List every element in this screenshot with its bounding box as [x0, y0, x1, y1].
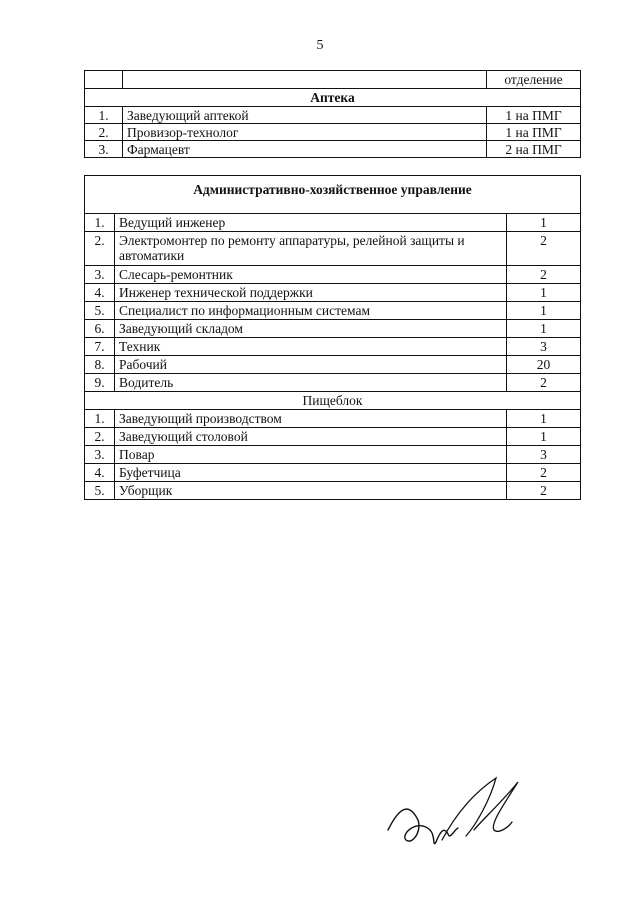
value-cell: отделение: [487, 71, 581, 89]
position-count: 1 на ПМГ: [487, 107, 581, 124]
row-number: 3.: [85, 446, 115, 464]
position-name: Водитель: [115, 374, 507, 392]
position-count: 2: [507, 232, 581, 266]
section-header-row: [85, 176, 581, 214]
table-row: [85, 320, 581, 338]
row-number: 1.: [85, 107, 123, 124]
position-count: 1 на ПМГ: [487, 124, 581, 141]
signature-icon: [378, 770, 528, 870]
position-name: Повар: [115, 446, 507, 464]
section-title-admin: Административно-хозяйственное управление: [85, 176, 581, 214]
position-name: Заведующий складом: [115, 320, 507, 338]
position-count: 2: [507, 464, 581, 482]
table-row: [85, 141, 581, 158]
table-row: [85, 71, 581, 89]
position-name: Заведующий аптекой: [123, 107, 487, 124]
page-number: 5: [316, 38, 324, 53]
row-number: 2.: [85, 428, 115, 446]
table-row: [85, 214, 581, 232]
position-name: Уборщик: [115, 482, 507, 500]
table-row: [85, 107, 581, 124]
position-count: 3: [507, 338, 581, 356]
row-number: 7.: [85, 338, 115, 356]
row-number: 8.: [85, 356, 115, 374]
position-count: 2: [507, 374, 581, 392]
row-number: 1.: [85, 410, 115, 428]
position-count: 1: [507, 214, 581, 232]
position-name: Электромонтер по ремонту аппаратуры, релейной защиты и автоматики: [115, 232, 507, 266]
row-number: 3.: [85, 266, 115, 284]
row-number: 6.: [85, 320, 115, 338]
table-row: [85, 232, 581, 266]
position-name: Ведущий инженер: [115, 214, 507, 232]
table-row: [85, 266, 581, 284]
table-row: [85, 124, 581, 141]
table-cell: [85, 71, 123, 89]
position-name: Слесарь-ремонтник: [115, 266, 507, 284]
row-number: 2.: [85, 232, 115, 266]
position-name: Провизор-технолог: [123, 124, 487, 141]
table-row: [85, 356, 581, 374]
position-count: 1: [507, 302, 581, 320]
table-row: [85, 284, 581, 302]
position-count: 2: [507, 482, 581, 500]
row-number: 1.: [85, 214, 115, 232]
row-number: 5.: [85, 302, 115, 320]
position-name: Фармацевт: [123, 141, 487, 158]
table-row: [85, 464, 581, 482]
row-number: 3.: [85, 141, 123, 158]
subsection-header-row: [85, 392, 581, 410]
row-number: 9.: [85, 374, 115, 392]
row-number: 5.: [85, 482, 115, 500]
subsection-title-canteen: Пищеблок: [85, 392, 581, 410]
section-header-row: [85, 89, 581, 107]
row-number: 4.: [85, 464, 115, 482]
position-name: Рабочий: [115, 356, 507, 374]
position-count: 1: [507, 410, 581, 428]
row-number: 2.: [85, 124, 123, 141]
section-title-pharmacy: Аптека: [85, 89, 581, 107]
position-count: 1: [507, 284, 581, 302]
position-count: 20: [507, 356, 581, 374]
position-name: Буфетчица: [115, 464, 507, 482]
pharmacy-table: [84, 70, 581, 158]
table-row: [85, 374, 581, 392]
admin-table: [84, 175, 581, 500]
position-count: 3: [507, 446, 581, 464]
row-number: 4.: [85, 284, 115, 302]
table-cell: [123, 71, 487, 89]
table-row: [85, 302, 581, 320]
position-count: 2: [507, 266, 581, 284]
position-name: Техник: [115, 338, 507, 356]
position-name: Заведующий производством: [115, 410, 507, 428]
table-row: [85, 446, 581, 464]
position-name: Инженер технической поддержки: [115, 284, 507, 302]
table-row: [85, 410, 581, 428]
position-name: Заведующий столовой: [115, 428, 507, 446]
position-count: 1: [507, 320, 581, 338]
position-count: 1: [507, 428, 581, 446]
position-count: 2 на ПМГ: [487, 141, 581, 158]
position-name: Специалист по информационным системам: [115, 302, 507, 320]
table-row: [85, 482, 581, 500]
table-row: [85, 338, 581, 356]
table-row: [85, 428, 581, 446]
